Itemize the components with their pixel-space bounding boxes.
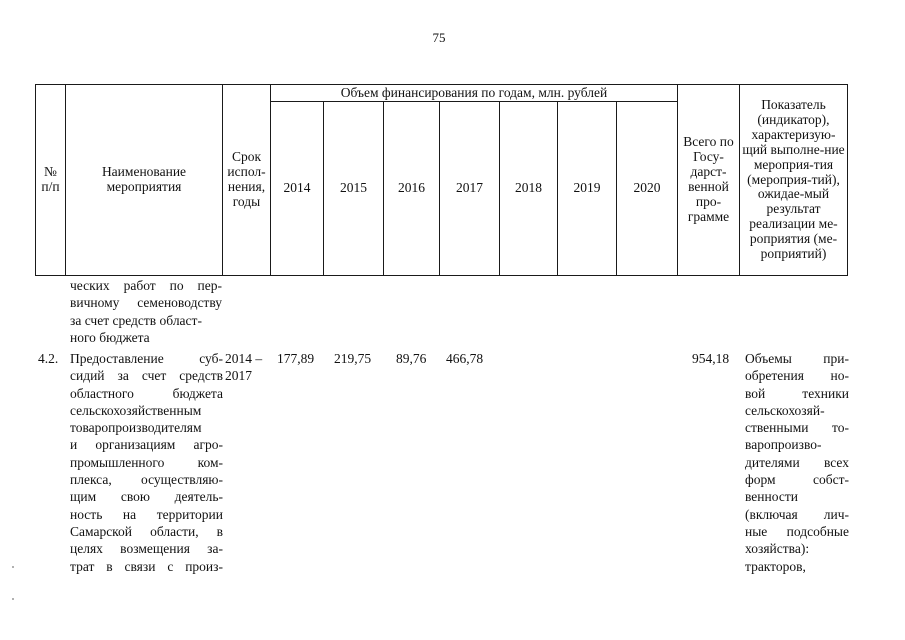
header-year-2020: 2020 xyxy=(617,102,678,276)
value-2015: 219,75 xyxy=(334,351,372,366)
value-2014: 177,89 xyxy=(277,351,315,366)
indicator-line: венности xyxy=(745,489,798,505)
indicator-line: вой техники xyxy=(745,385,849,401)
indicator-line: тракторов, xyxy=(745,558,806,574)
scan-speck xyxy=(12,598,14,600)
row-name-line: трат в связи с произ- xyxy=(70,558,223,574)
value-2016: 89,76 xyxy=(396,351,427,366)
row-term-line: 2014 – xyxy=(225,351,263,366)
header-financing-group: Объем финансирования по годам, млн. рублей xyxy=(271,85,678,102)
indicator-line: ственными то- xyxy=(745,420,849,436)
row-name-line: щим свою деятель- xyxy=(70,489,223,505)
header-year-2016: 2016 xyxy=(384,102,440,276)
row-number: 4.2. xyxy=(38,351,59,366)
header-total-cell: Всего по Госу-дарст-венной про-грамме xyxy=(678,85,740,276)
row-name-line: промышленного ком- xyxy=(70,454,223,470)
indicator-line: хозяйства): xyxy=(745,541,810,557)
row-name-line: Предоставление суб- xyxy=(70,351,223,366)
indicator-line: Объемы при- xyxy=(745,351,849,366)
row-name-line: товаропроизводителям xyxy=(70,420,202,436)
header-year-2019: 2019 xyxy=(558,102,617,276)
indicator-line: дителями всех xyxy=(745,454,849,470)
header-year-2015: 2015 xyxy=(324,102,384,276)
indicator-line: варопроизво- xyxy=(745,437,822,453)
header-year-2017: 2017 xyxy=(440,102,500,276)
value-2017: 466,78 xyxy=(446,351,484,366)
header-year-2014: 2014 xyxy=(271,102,324,276)
header-term-cell: Срок испол-нения, годы xyxy=(223,85,271,276)
header-year-2018: 2018 xyxy=(500,102,558,276)
indicator-line: сельскохозяй- xyxy=(745,402,825,418)
row-name-line: сидий за счет средств xyxy=(70,368,223,384)
continuation-line: ческих работ по пер- xyxy=(70,278,222,293)
row-name-line: и организациям агро- xyxy=(70,437,223,453)
indicator-line: обретения но- xyxy=(745,368,849,384)
value-total: 954,18 xyxy=(692,351,730,366)
header-number-cell: № п/п xyxy=(36,85,66,276)
scan-speck xyxy=(12,566,14,568)
row-name-line: ность на территории xyxy=(70,506,223,522)
continuation-line: ного бюджета xyxy=(70,329,150,345)
continuation-text xyxy=(70,277,222,346)
continuation-line: вичному семеноводству xyxy=(70,295,222,311)
continuation-line: за счет средств област- xyxy=(70,312,202,328)
header-name-cell: Наименование мероприятия xyxy=(66,85,223,276)
header-indicator-cell: Показатель (индикатор), характеризую-щий выполне-ние мероприя-тия (мероприя-тий), ожидае-мый результат реализации ме-роприятия (ме-роприятий) xyxy=(740,85,848,276)
row-name-text xyxy=(70,350,223,575)
row-name-line: целях возмещения за- xyxy=(70,541,223,557)
row-name-line: плекса, осуществляю- xyxy=(70,472,223,488)
row-term-line: 2017 xyxy=(225,368,252,384)
indicator-line: форм собст- xyxy=(745,472,849,488)
financing-table-header xyxy=(35,84,848,276)
indicator-line: (включая лич- xyxy=(745,506,849,522)
indicator-line: ные подсобные xyxy=(745,523,849,539)
row-name-line: сельскохозяйственным xyxy=(70,402,202,418)
row-name-line: Самарской области, в xyxy=(70,523,223,539)
page-number: 75 xyxy=(432,30,446,45)
row-term xyxy=(225,350,271,385)
row-indicator-text xyxy=(745,350,849,575)
row-name-line: областного бюджета xyxy=(70,385,223,401)
